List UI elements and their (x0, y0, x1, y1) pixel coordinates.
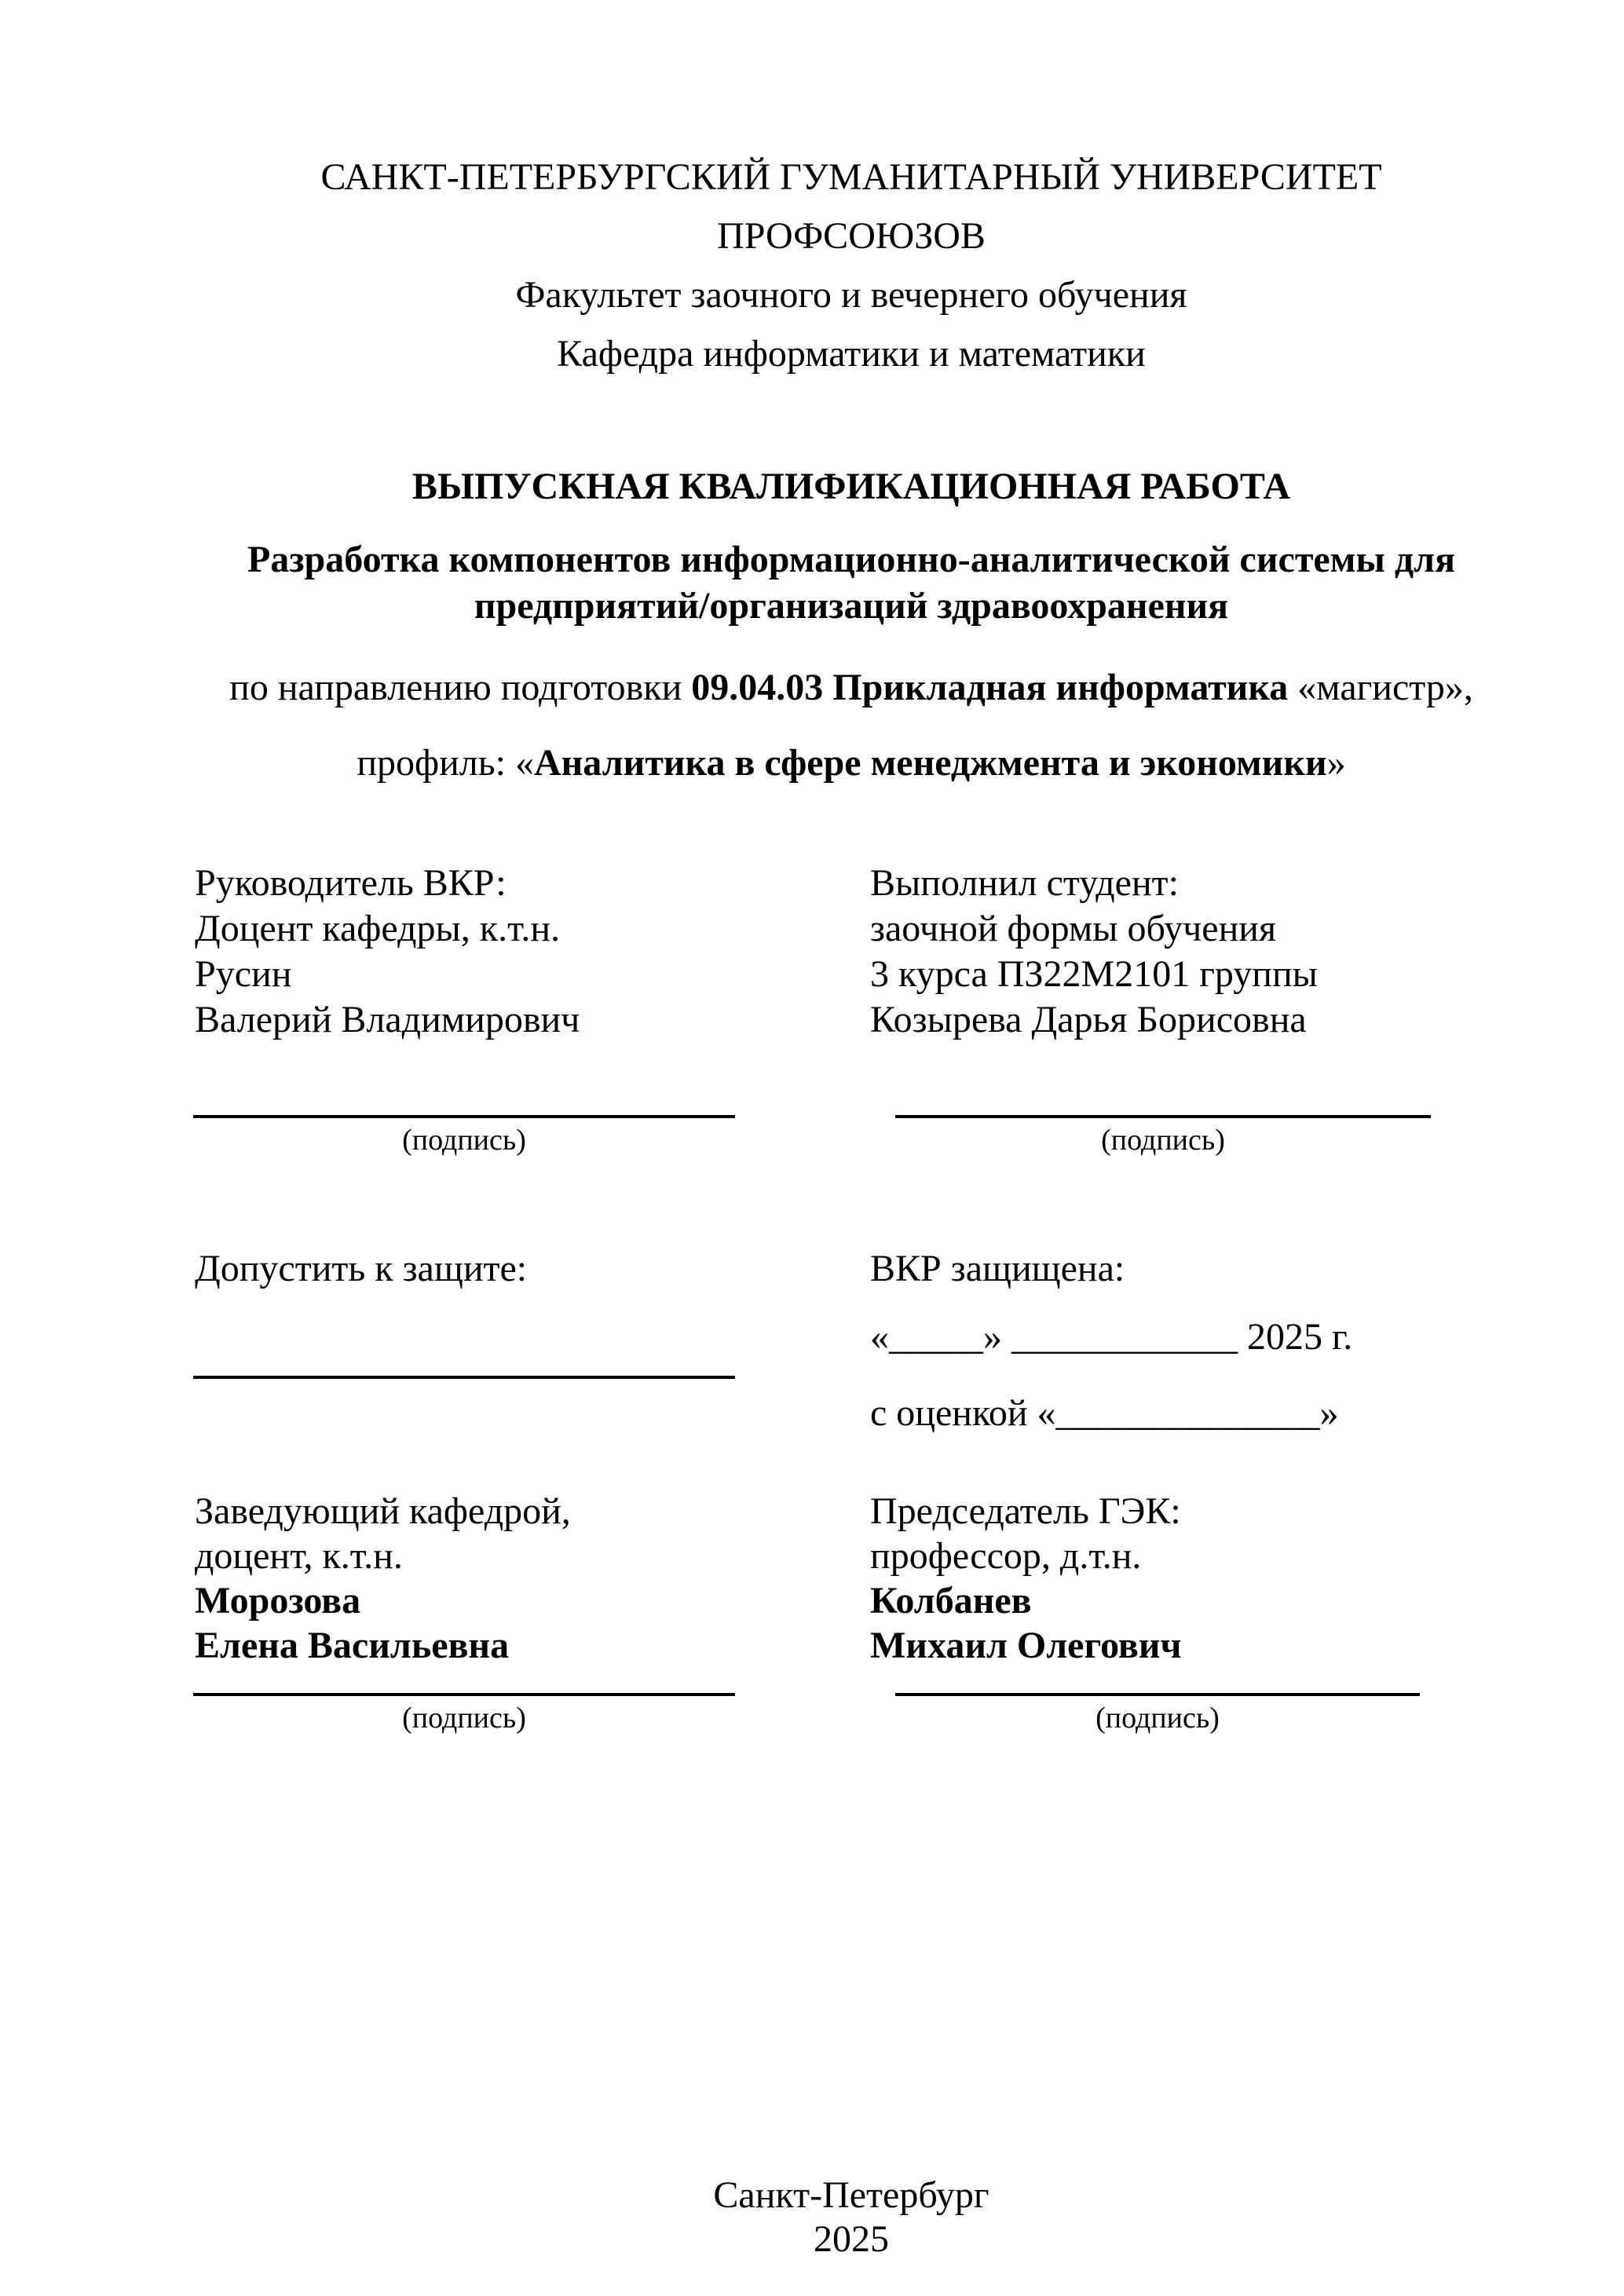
profile-line (195, 741, 1508, 784)
admission-signature-line (193, 1376, 735, 1379)
supervisor-surname: Русин (195, 953, 292, 995)
university-name: САНКТ-ПЕТЕРБУРГСКИЙ ГУМАНИТАРНЫЙ УНИВЕРСИТЕТ ПРОФСОЮЗОВ (320, 156, 1382, 257)
signature-caption: (подпись) (1101, 1124, 1225, 1157)
profile-suffix: » (1326, 742, 1346, 784)
defense-date-line: «_____» ____________ 2025 г. (870, 1316, 1353, 1358)
gek-chair-name-patronymic: Михаил Олегович (870, 1625, 1182, 1666)
topic-line-2: предприятий/организаций здравоохранения (474, 585, 1229, 627)
footer-block (195, 2174, 1508, 2261)
department-head-position-2: доцент, к.т.н. (195, 1535, 403, 1577)
department-head-block (195, 1489, 571, 1668)
department-head-surname: Морозова (195, 1580, 361, 1621)
signature-caption: (подпись) (1095, 1702, 1220, 1735)
direction-prefix: по направлению подготовки (229, 667, 692, 708)
gek-chair-position-2: профессор, д.т.н. (870, 1535, 1142, 1577)
defense-label: ВКР защищена: (870, 1248, 1125, 1289)
supervisor-label: Руководитель ВКР: (195, 862, 507, 904)
admission-label: Допустить к защите: (195, 1248, 528, 1289)
department-head-signature-field (193, 1693, 735, 1735)
gek-chair-signature-field (895, 1693, 1420, 1735)
student-block (870, 861, 1318, 1043)
topic-block (195, 536, 1508, 629)
supervisor-name-patronymic: Валерий Владимирович (195, 999, 580, 1040)
student-signature-field (895, 1115, 1431, 1157)
direction-line (195, 666, 1508, 709)
department-head-position-1: Заведующий кафедрой, (195, 1490, 571, 1532)
footer-year: 2025 (814, 2218, 889, 2260)
gek-chair-position-1: Председатель ГЭК: (870, 1490, 1181, 1532)
topic-line-1: Разработка компонентов информационно-аналитической системы для (247, 539, 1456, 580)
department-name: Кафедра информатики и математики (557, 333, 1146, 375)
work-type-title: ВЫПУСКНАЯ КВАЛИФИКАЦИОННАЯ РАБОТА (411, 466, 1291, 507)
signature-caption: (подпись) (402, 1702, 526, 1735)
department-head-name-patronymic: Елена Васильевна (195, 1625, 510, 1666)
supervisor-position: Доцент кафедры, к.т.н. (195, 908, 561, 949)
student-course-group: 3 курса ПЗ22М2101 группы (870, 953, 1318, 995)
faculty-name: Факультет заочного и вечернего обучения (515, 274, 1187, 316)
header-block (195, 148, 1508, 383)
student-label: Выполнил студент: (870, 862, 1179, 904)
supervisor-block (195, 861, 580, 1043)
gek-chair-surname: Колбанев (870, 1580, 1032, 1621)
footer-city: Санкт-Петербург (713, 2174, 989, 2216)
student-full-name: Козырева Дарья Борисовна (870, 999, 1307, 1040)
student-study-form: заочной формы обучения (870, 908, 1277, 949)
profile-name: Аналитика в сфере менеджмента и экономики (533, 742, 1327, 784)
direction-suffix: «магистр», (1288, 667, 1473, 708)
signature-caption: (подпись) (402, 1124, 526, 1157)
supervisor-signature-field (193, 1115, 735, 1157)
gek-chair-block (870, 1489, 1182, 1668)
direction-code: 09.04.03 Прикладная информатика (691, 667, 1289, 708)
defense-grade-line: с оценкой «______________» (870, 1392, 1339, 1434)
profile-prefix: профиль: « (357, 742, 534, 784)
